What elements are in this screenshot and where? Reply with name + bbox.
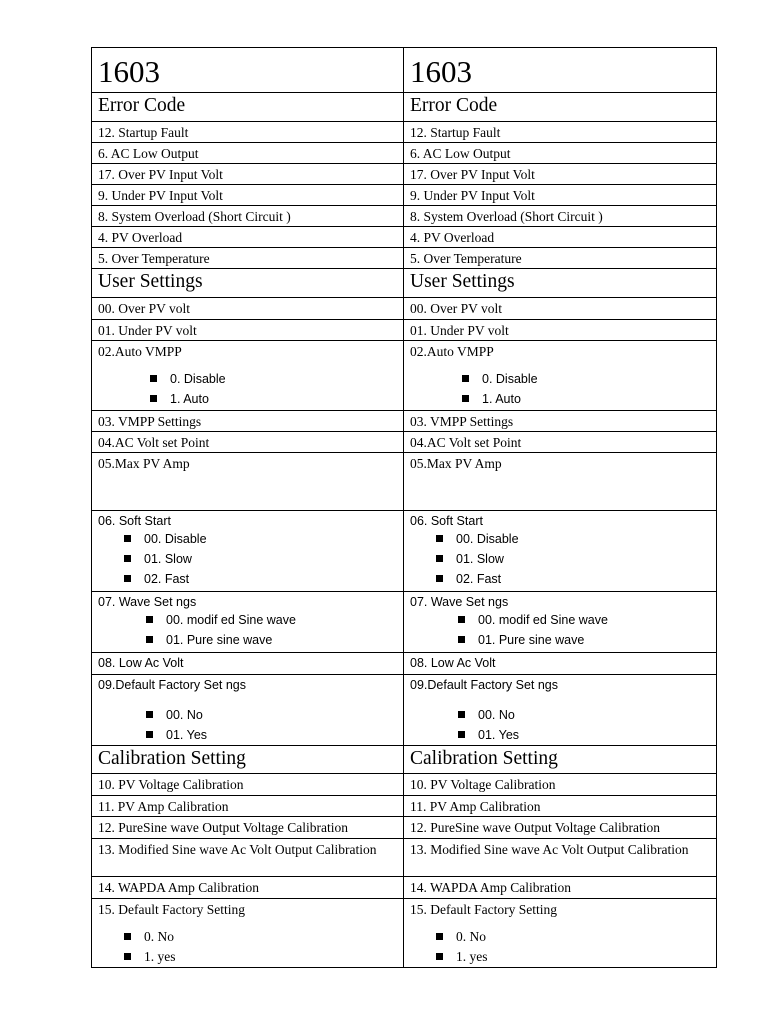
setting-vmpp: 03. VMPP Settings: [92, 411, 404, 432]
bullet-icon: [124, 555, 131, 562]
setting-vmpp: 03. VMPP Settings: [404, 411, 717, 432]
error-item: 17. Over PV Input Volt: [92, 164, 404, 185]
error-item: 9. Under PV Input Volt: [92, 185, 404, 206]
option-label: 01. Pure sine wave: [166, 633, 273, 647]
setting-label: 06. Soft Start: [410, 514, 483, 528]
error-item: 5. Over Temperature: [404, 248, 717, 269]
option-label: 01. Yes: [166, 728, 208, 742]
model-number: 1603: [92, 48, 404, 93]
setting-label: 02.Auto VMPP: [410, 344, 494, 359]
list-item: [462, 369, 716, 389]
error-item: 17. Over PV Input Volt: [404, 164, 717, 185]
error-item: 8. System Overload (Short Circuit ): [404, 206, 717, 227]
setting-label: 02.Auto VMPP: [98, 344, 182, 359]
error-item: 6. AC Low Output: [92, 143, 404, 164]
section-header-row: [92, 93, 717, 122]
bullet-icon: [462, 375, 469, 382]
list-item: [458, 705, 716, 725]
list-item: [146, 725, 403, 745]
bullet-icon: [462, 395, 469, 402]
setting-low-ac-volt: 08. Low Ac Volt: [404, 653, 717, 675]
option-label: 02. Fast: [144, 572, 190, 586]
table-row: [92, 592, 717, 653]
error-item: 6. AC Low Output: [404, 143, 717, 164]
model-number: 1603: [404, 48, 717, 93]
setting-over-pv-volt: 00. Over PV volt: [92, 298, 404, 320]
list-item: [124, 927, 403, 947]
table-row: [92, 511, 717, 592]
list-item: [150, 369, 403, 389]
bullet-icon: [146, 731, 153, 738]
option-label: 00. modif ed Sine wave: [478, 613, 608, 627]
list-item: [436, 927, 716, 947]
table-row: [92, 817, 717, 839]
option-label: 02. Fast: [456, 572, 502, 586]
table-row: [92, 839, 717, 877]
bullet-icon: [124, 575, 131, 582]
table-row: [92, 675, 717, 746]
list-item: [150, 389, 403, 409]
calibration-modified-sine: 13. Modified Sine wave Ac Volt Output Calibration: [92, 839, 404, 877]
option-list: [98, 693, 403, 745]
setting-default-factory: [404, 675, 717, 746]
list-item: [458, 610, 716, 630]
setting-label: 07. Wave Set ngs: [98, 595, 197, 609]
option-label: 01. Slow: [456, 552, 504, 566]
error-item: 5. Over Temperature: [92, 248, 404, 269]
setting-over-pv-volt: 00. Over PV volt: [404, 298, 717, 320]
table-row: [92, 298, 717, 320]
list-item: [146, 610, 403, 630]
user-settings-heading: User Settings: [404, 269, 717, 298]
list-item: [124, 529, 403, 549]
table-row: [92, 248, 717, 269]
calibration-default-factory: [92, 899, 404, 968]
calibration-pv-amp: 11. PV Amp Calibration: [404, 796, 717, 817]
setting-auto-vmpp: [92, 341, 404, 411]
bullet-icon: [458, 731, 465, 738]
table-row: [92, 877, 717, 899]
bullet-icon: [436, 933, 443, 940]
setting-ac-volt-set-point: 04.AC Volt set Point: [404, 432, 717, 453]
option-label: 01. Slow: [144, 552, 192, 566]
calibration-modified-sine: 13. Modified Sine wave Ac Volt Output Calibration: [404, 839, 717, 877]
setting-soft-start: [92, 511, 404, 592]
setting-auto-vmpp: [404, 341, 717, 411]
list-item: [146, 630, 403, 650]
table-row: [92, 227, 717, 248]
calibration-heading: Calibration Setting: [92, 746, 404, 774]
calibration-default-factory: [404, 899, 717, 968]
option-list: [410, 529, 716, 589]
option-list: [410, 693, 716, 745]
list-item: [124, 549, 403, 569]
setting-low-ac-volt: 08. Low Ac Volt: [92, 653, 404, 675]
table-row: [92, 143, 717, 164]
option-list: [410, 359, 716, 409]
bullet-icon: [150, 375, 157, 382]
option-label: 01. Pure sine wave: [478, 633, 585, 647]
error-item: 4. PV Overload: [404, 227, 717, 248]
option-label: 1. yes: [144, 949, 176, 964]
list-item: [458, 725, 716, 745]
option-label: 0. Disable: [170, 372, 226, 386]
error-item: 12. Startup Fault: [92, 122, 404, 143]
list-item: [436, 529, 716, 549]
setting-under-pv-volt: 01. Under PV volt: [92, 320, 404, 341]
error-item: 4. PV Overload: [92, 227, 404, 248]
setting-label: 09.Default Factory Set ngs: [410, 678, 558, 692]
section-header-row: [92, 746, 717, 774]
option-list: [410, 610, 716, 650]
bullet-icon: [150, 395, 157, 402]
calibration-pv-voltage: 10. PV Voltage Calibration: [92, 774, 404, 796]
option-label: 1. Auto: [482, 392, 521, 406]
table-row: [92, 122, 717, 143]
setting-label: 06. Soft Start: [98, 514, 171, 528]
setting-label: 09.Default Factory Set ngs: [98, 678, 246, 692]
error-item: 12. Startup Fault: [404, 122, 717, 143]
list-item: [462, 389, 716, 409]
list-item: [436, 569, 716, 589]
option-label: 0. Disable: [482, 372, 538, 386]
setting-label: 15. Default Factory Setting: [98, 902, 245, 917]
setting-wave-settings: [92, 592, 404, 653]
calibration-pv-voltage: 10. PV Voltage Calibration: [404, 774, 717, 796]
option-label: 00. modif ed Sine wave: [166, 613, 296, 627]
option-label: 0. No: [144, 929, 174, 944]
option-list: [410, 917, 716, 967]
section-header-row: [92, 269, 717, 298]
bullet-icon: [124, 953, 131, 960]
table-row: [92, 164, 717, 185]
table-row: [92, 320, 717, 341]
bullet-icon: [436, 575, 443, 582]
table-row: [92, 432, 717, 453]
setting-max-pv-amp: 05.Max PV Amp: [404, 453, 717, 511]
option-list: [98, 610, 403, 650]
bullet-icon: [146, 616, 153, 623]
setting-label: 07. Wave Set ngs: [410, 595, 509, 609]
option-list: [98, 917, 403, 967]
bullet-icon: [458, 711, 465, 718]
bullet-icon: [436, 953, 443, 960]
calibration-wapda-amp: 14. WAPDA Amp Calibration: [92, 877, 404, 899]
setting-default-factory: [92, 675, 404, 746]
bullet-icon: [124, 933, 131, 940]
list-item: [124, 947, 403, 967]
setting-max-pv-amp: 05.Max PV Amp: [92, 453, 404, 511]
option-label: 0. No: [456, 929, 486, 944]
bullet-icon: [458, 636, 465, 643]
option-label: 1. yes: [456, 949, 488, 964]
calibration-puresine-output: 12. PureSine wave Output Voltage Calibration: [404, 817, 717, 839]
user-settings-heading: User Settings: [92, 269, 404, 298]
table-row: [92, 453, 717, 511]
table-row: [92, 341, 717, 411]
error-code-heading: Error Code: [92, 93, 404, 122]
calibration-heading: Calibration Setting: [404, 746, 717, 774]
table-row: [92, 185, 717, 206]
table-row: [92, 796, 717, 817]
list-item: [436, 947, 716, 967]
list-item: [124, 569, 403, 589]
setting-wave-settings: [404, 592, 717, 653]
table-row: [92, 899, 717, 968]
error-code-heading: Error Code: [404, 93, 717, 122]
option-label: 00. No: [478, 708, 515, 722]
error-item: 9. Under PV Input Volt: [404, 185, 717, 206]
settings-table: [91, 47, 717, 968]
calibration-wapda-amp: 14. WAPDA Amp Calibration: [404, 877, 717, 899]
table-row: [92, 411, 717, 432]
table-row: [92, 653, 717, 675]
option-label: 00. No: [166, 708, 203, 722]
setting-under-pv-volt: 01. Under PV volt: [404, 320, 717, 341]
option-label: 1. Auto: [170, 392, 209, 406]
model-row: [92, 48, 717, 93]
calibration-puresine-output: 12. PureSine wave Output Voltage Calibration: [92, 817, 404, 839]
bullet-icon: [146, 711, 153, 718]
option-list: [98, 529, 403, 589]
bullet-icon: [458, 616, 465, 623]
table-row: [92, 774, 717, 796]
option-label: 01. Yes: [478, 728, 520, 742]
bullet-icon: [124, 535, 131, 542]
bullet-icon: [436, 535, 443, 542]
calibration-pv-amp: 11. PV Amp Calibration: [92, 796, 404, 817]
option-list: [98, 359, 403, 409]
setting-soft-start: [404, 511, 717, 592]
list-item: [436, 549, 716, 569]
setting-label: 15. Default Factory Setting: [410, 902, 557, 917]
option-label: 00. Disable: [456, 532, 519, 546]
bullet-icon: [436, 555, 443, 562]
error-item: 8. System Overload (Short Circuit ): [92, 206, 404, 227]
option-label: 00. Disable: [144, 532, 207, 546]
list-item: [146, 705, 403, 725]
bullet-icon: [146, 636, 153, 643]
table-row: [92, 206, 717, 227]
setting-ac-volt-set-point: 04.AC Volt set Point: [92, 432, 404, 453]
list-item: [458, 630, 716, 650]
